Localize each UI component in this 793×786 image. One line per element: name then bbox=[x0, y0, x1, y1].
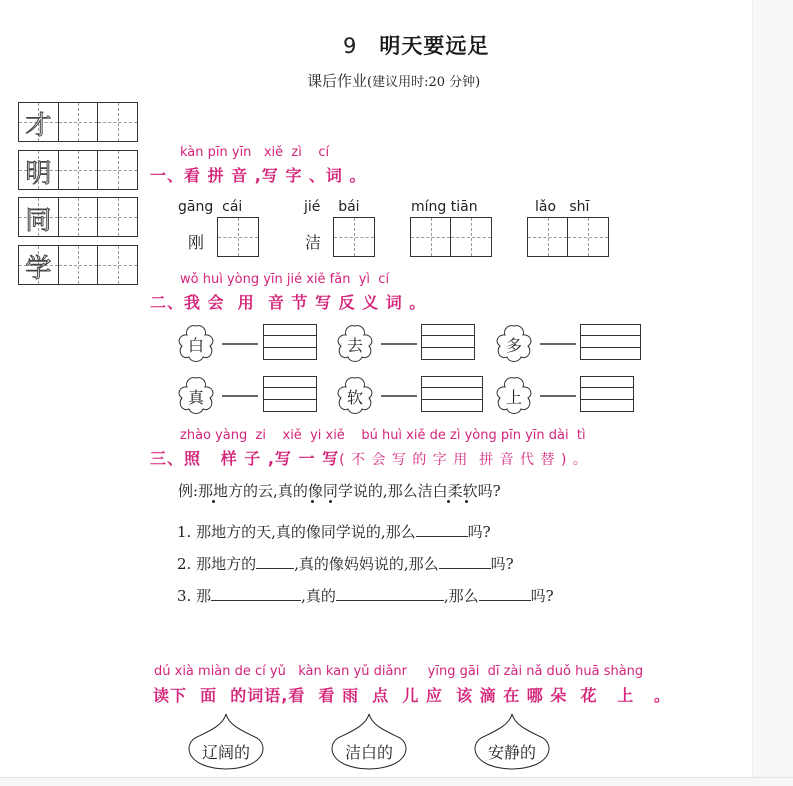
flower-character: 白 bbox=[187, 336, 204, 355]
model-character: 明 bbox=[25, 159, 52, 189]
flower-char bbox=[335, 323, 375, 363]
writing-cell[interactable] bbox=[411, 218, 451, 256]
emphasis-dot bbox=[212, 500, 215, 503]
item-pinyin: míng tiān bbox=[411, 199, 478, 215]
section4-heading: 读下 面 的词语,看 看 雨 点 儿 应 该 滴 在 哪 朵 花 上 。 bbox=[153, 686, 671, 705]
section2-pinyin: wǒ huì yòng yīn jié xiě fǎn yì cí bbox=[180, 272, 390, 287]
answer-blank[interactable] bbox=[479, 586, 531, 601]
raindrop-word: 辽阔的 bbox=[201, 743, 250, 762]
sentence-text: 那地方的 bbox=[196, 555, 257, 573]
example-sentence: 例:那地方的云,真的像同学说的,那么洁白柔软吗? bbox=[178, 482, 501, 500]
sentence-2 bbox=[177, 553, 514, 574]
item-pinyin: gāng cái bbox=[178, 199, 243, 215]
practice-cell[interactable] bbox=[98, 151, 137, 189]
practice-cell[interactable] bbox=[59, 151, 99, 189]
practice-grid-row bbox=[18, 245, 138, 285]
lesson-title bbox=[343, 30, 489, 60]
practice-cell[interactable] bbox=[98, 246, 137, 284]
practice-cell[interactable] bbox=[59, 198, 99, 236]
flower-character: 多 bbox=[505, 336, 522, 355]
emphasis-dot bbox=[329, 500, 332, 503]
emphasis-dot bbox=[311, 500, 314, 503]
model-character: 同 bbox=[25, 206, 52, 236]
antonym-answer-lines[interactable] bbox=[421, 324, 475, 360]
flower-character: 去 bbox=[346, 336, 363, 355]
lesson-number: 9 bbox=[343, 34, 358, 58]
answer-blank[interactable] bbox=[211, 586, 301, 601]
raindrop[interactable] bbox=[471, 712, 553, 772]
practice-grid-row bbox=[18, 102, 138, 142]
section1-pinyin: kàn pīn yīn xiě zì cí bbox=[180, 145, 330, 160]
writing-cell[interactable] bbox=[334, 218, 374, 256]
sentence-text: 吗? bbox=[490, 555, 514, 573]
tianzige-box bbox=[333, 217, 375, 257]
dash-line bbox=[222, 395, 258, 397]
section3-pinyin: zhào yàng zi xiě yi xiě bú huì xiě de zì yòng pīn yīn dài tì bbox=[180, 428, 586, 443]
sentence-text: 那地方的天,真的像同学说的,那么 bbox=[196, 523, 416, 541]
emphasis-dot bbox=[465, 500, 468, 503]
sentence-text: 那 bbox=[196, 587, 212, 605]
homework-subtitle bbox=[307, 70, 480, 91]
sentence-1 bbox=[177, 521, 491, 542]
sentence-text: ,真的 bbox=[301, 587, 336, 605]
practice-cell[interactable] bbox=[98, 103, 137, 141]
raindrop-word: 洁白的 bbox=[344, 743, 393, 762]
writing-cell[interactable] bbox=[218, 218, 258, 256]
sentence-text: ,真的像妈妈说的,那么 bbox=[294, 555, 439, 573]
flower-char bbox=[176, 375, 216, 415]
flower-character: 上 bbox=[505, 388, 522, 407]
practice-cell[interactable] bbox=[19, 246, 59, 284]
item-pinyin: jié bái bbox=[304, 199, 360, 215]
writing-cell[interactable] bbox=[568, 218, 608, 256]
given-character: 洁 bbox=[305, 233, 322, 252]
model-character: 才 bbox=[25, 111, 52, 141]
antonym-answer-lines[interactable] bbox=[263, 324, 317, 360]
antonym-answer-lines[interactable] bbox=[263, 376, 317, 412]
tianzige-box bbox=[527, 217, 609, 257]
flower-char bbox=[176, 323, 216, 363]
raindrop-word: 安静的 bbox=[487, 743, 536, 762]
lesson-title-text: 明天要远足 bbox=[379, 34, 490, 58]
page-side-margin bbox=[752, 0, 793, 778]
practice-cell[interactable] bbox=[59, 246, 99, 284]
sentence-text: 吗? bbox=[467, 523, 491, 541]
sentence-number: 1. bbox=[177, 523, 192, 541]
antonym-answer-lines[interactable] bbox=[580, 376, 634, 412]
section3-heading bbox=[150, 446, 588, 469]
writing-cell[interactable] bbox=[528, 218, 568, 256]
sentence-3 bbox=[177, 585, 554, 606]
given-character: 刚 bbox=[188, 233, 205, 252]
dash-line bbox=[540, 395, 576, 397]
section3-heading-main: 三、照 样 子 ,写 一 写 bbox=[150, 449, 340, 468]
answer-blank[interactable] bbox=[439, 554, 491, 569]
practice-grid-row bbox=[18, 150, 138, 190]
dash-line bbox=[381, 343, 417, 345]
answer-blank[interactable] bbox=[336, 586, 444, 601]
dash-line bbox=[222, 343, 258, 345]
answer-blank[interactable] bbox=[416, 522, 468, 537]
practice-cell[interactable] bbox=[19, 151, 59, 189]
emphasis-dot bbox=[447, 500, 450, 503]
dash-line bbox=[540, 343, 576, 345]
flower-character: 真 bbox=[187, 388, 204, 407]
antonym-answer-lines[interactable] bbox=[580, 324, 641, 360]
sentence-text: ,那么 bbox=[443, 587, 479, 605]
section4-pinyin: dú xià miàn de cí yǔ kàn kan yǔ diǎnr yīng gāi dī zài nǎ duǒ huā shàng bbox=[154, 664, 644, 679]
item-pinyin: lǎo shī bbox=[535, 199, 590, 215]
flower-char bbox=[335, 375, 375, 415]
practice-cell[interactable] bbox=[98, 198, 137, 236]
subtitle-time-note: (建议用时:20 分钟) bbox=[367, 75, 481, 90]
flower-char bbox=[494, 323, 534, 363]
answer-blank[interactable] bbox=[256, 554, 294, 569]
section1-heading: 一、看 拼 音 ,写 字 、词 。 bbox=[150, 166, 367, 185]
sentence-number: 3. bbox=[177, 587, 192, 605]
section3-heading-note: ( 不 会 写 的 字 用 拼 音 代 替 ) 。 bbox=[339, 452, 588, 468]
practice-cell[interactable] bbox=[19, 103, 59, 141]
raindrop[interactable] bbox=[185, 712, 267, 772]
writing-cell[interactable] bbox=[451, 218, 491, 256]
dash-line bbox=[381, 395, 417, 397]
practice-cell[interactable] bbox=[59, 103, 99, 141]
section2-heading: 二、我 会 用 音 节 写 反 义 词 。 bbox=[150, 293, 427, 312]
subtitle-main: 课后作业 bbox=[307, 72, 368, 90]
practice-cell[interactable] bbox=[19, 198, 59, 236]
antonym-answer-lines[interactable] bbox=[421, 376, 483, 412]
tianzige-box bbox=[217, 217, 259, 257]
tianzige-box bbox=[410, 217, 492, 257]
sentence-text: 吗? bbox=[530, 587, 554, 605]
flower-character: 软 bbox=[346, 388, 363, 407]
sentence-number: 2. bbox=[177, 555, 192, 573]
flower-char bbox=[494, 375, 534, 415]
raindrop[interactable] bbox=[328, 712, 410, 772]
practice-grid-row bbox=[18, 197, 138, 237]
model-character: 学 bbox=[25, 254, 52, 284]
